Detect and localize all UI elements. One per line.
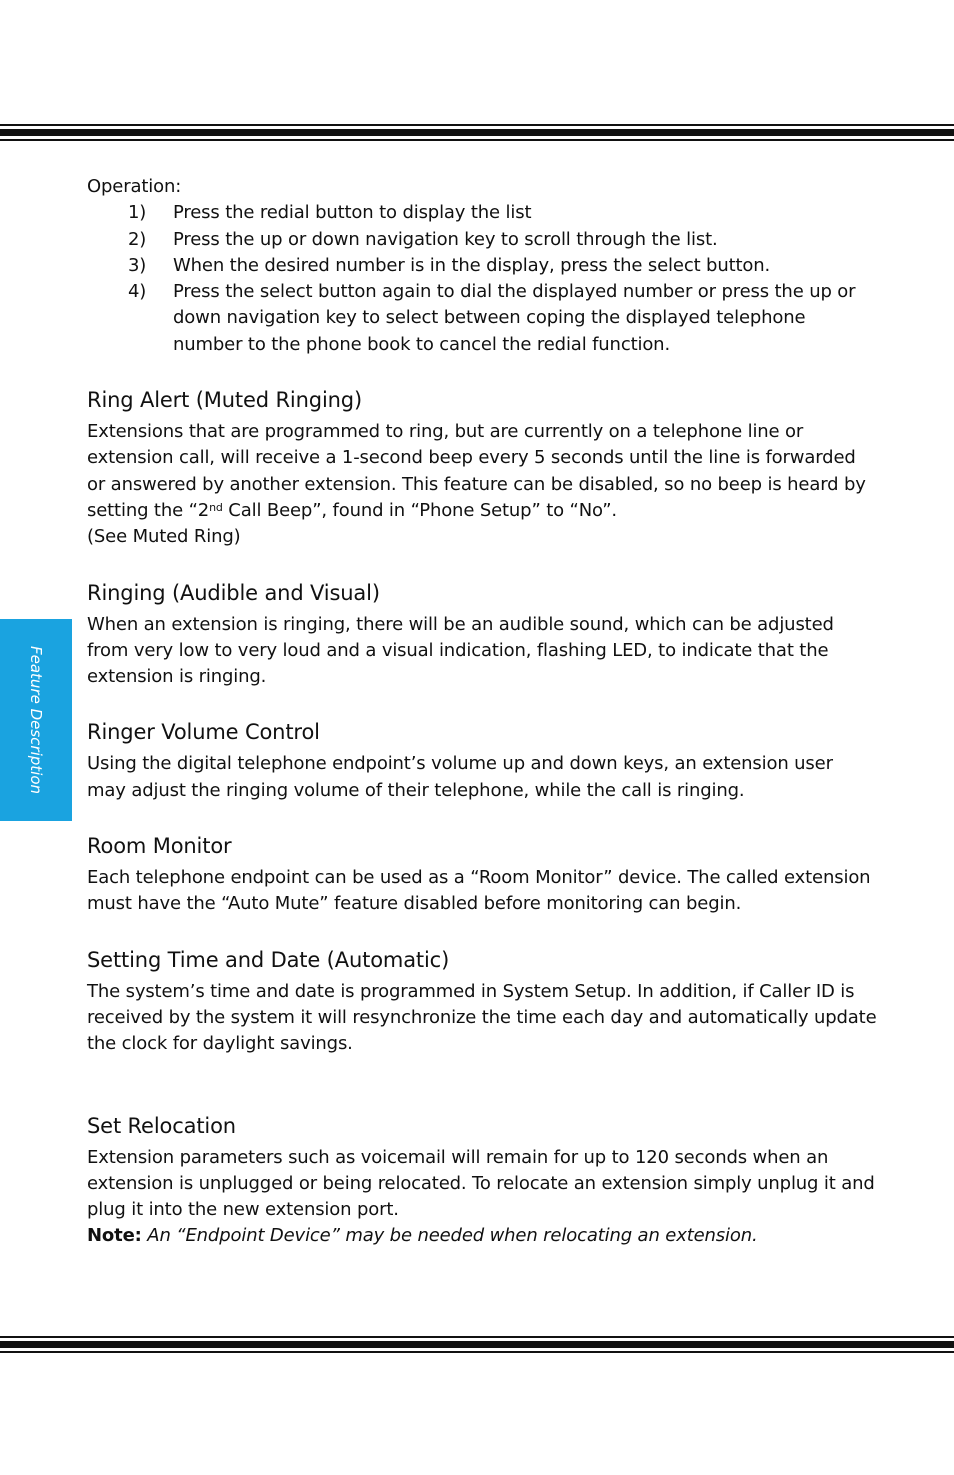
ring-alert-text: Extensions that are programmed to ring, but are currently on a telephone line or extension call, will receive a 1-second beep every 5 seconds until the line is forwarded or answered by another extension. This feature can be disabled, so no beep is heard by setting the “2 [87, 421, 866, 521]
ring-alert-superscript: nd [209, 500, 223, 514]
note-label: Note: [87, 1225, 142, 1247]
step-text: When the desired number is in the display, press the select button. [173, 254, 771, 276]
section-title-room-monitor: Room Monitor [87, 834, 232, 859]
section-title-ring-alert: Ring Alert (Muted Ringing) [87, 388, 363, 413]
note-text: An “Endpoint Device” may be needed when relocating an extension. [141, 1225, 758, 1247]
step-text: Press the redial button to display the list [173, 202, 532, 224]
list-item [87, 200, 877, 226]
step-text: Press the select button again to dial the displayed number or press the up or down navigation key to select between coping the displayed telephone number to the phone book to cancel the redial function. [173, 281, 856, 355]
ring-alert-reference: (See Muted Ring) [87, 526, 241, 548]
section-body-ringing: When an extension is ringing, there will be an audible sound, which can be adjusted from very low to very loud and a visual indication, flashing LED, to indicate that the extension is ringing. [87, 613, 834, 688]
section-title-ringer-volume: Ringer Volume Control [87, 720, 320, 745]
step-number: 4) [128, 281, 147, 303]
side-tab-label: Feature Description [27, 645, 45, 795]
ring-alert-text-end: Call Beep”, found in “Phone Setup” to “No”. [222, 499, 618, 521]
section-body-set-relocation: Extension parameters such as voicemail will remain for up to 120 seconds when an extension is unplugged or being relocated. To relocate an extension simply unplug it and plug it into the new extension port. [87, 1146, 875, 1221]
operation-label: Operation: [87, 176, 182, 197]
step-number: 2) [128, 228, 147, 250]
section-title-time-date: Setting Time and Date (Automatic) [87, 947, 450, 972]
section-body-time-date: The system’s time and date is programmed in System Setup. In addition, if Caller ID is received by the system it will resynchronize the time each day and automatically update the clock for daylight savings. [87, 980, 877, 1055]
step-text: Press the up or down navigation key to scroll through the list. [173, 228, 718, 250]
section-title-ringing: Ringing (Audible and Visual) [87, 580, 380, 605]
side-tab [0, 619, 72, 821]
section-title-set-relocation: Set Relocation [87, 1113, 236, 1138]
section-body-ringer-volume: Using the digital telephone endpoint’s volume up and down keys, an extension user may adjust the ringing volume of their telephone, while the call is ringing. [87, 753, 833, 801]
list-item [87, 279, 877, 358]
section-body-room-monitor: Each telephone endpoint can be used as a “Room Monitor” device. The called extension must have the “Auto Mute” feature disabled before monitoring can begin. [87, 867, 871, 915]
list-item [87, 253, 877, 279]
section-body-ring-alert [87, 419, 877, 524]
relocation-note [87, 1223, 877, 1249]
page-content [87, 174, 877, 1250]
step-number: 3) [128, 254, 147, 276]
step-number: 1) [128, 202, 147, 224]
operation-steps [87, 200, 877, 358]
list-item [87, 227, 877, 253]
